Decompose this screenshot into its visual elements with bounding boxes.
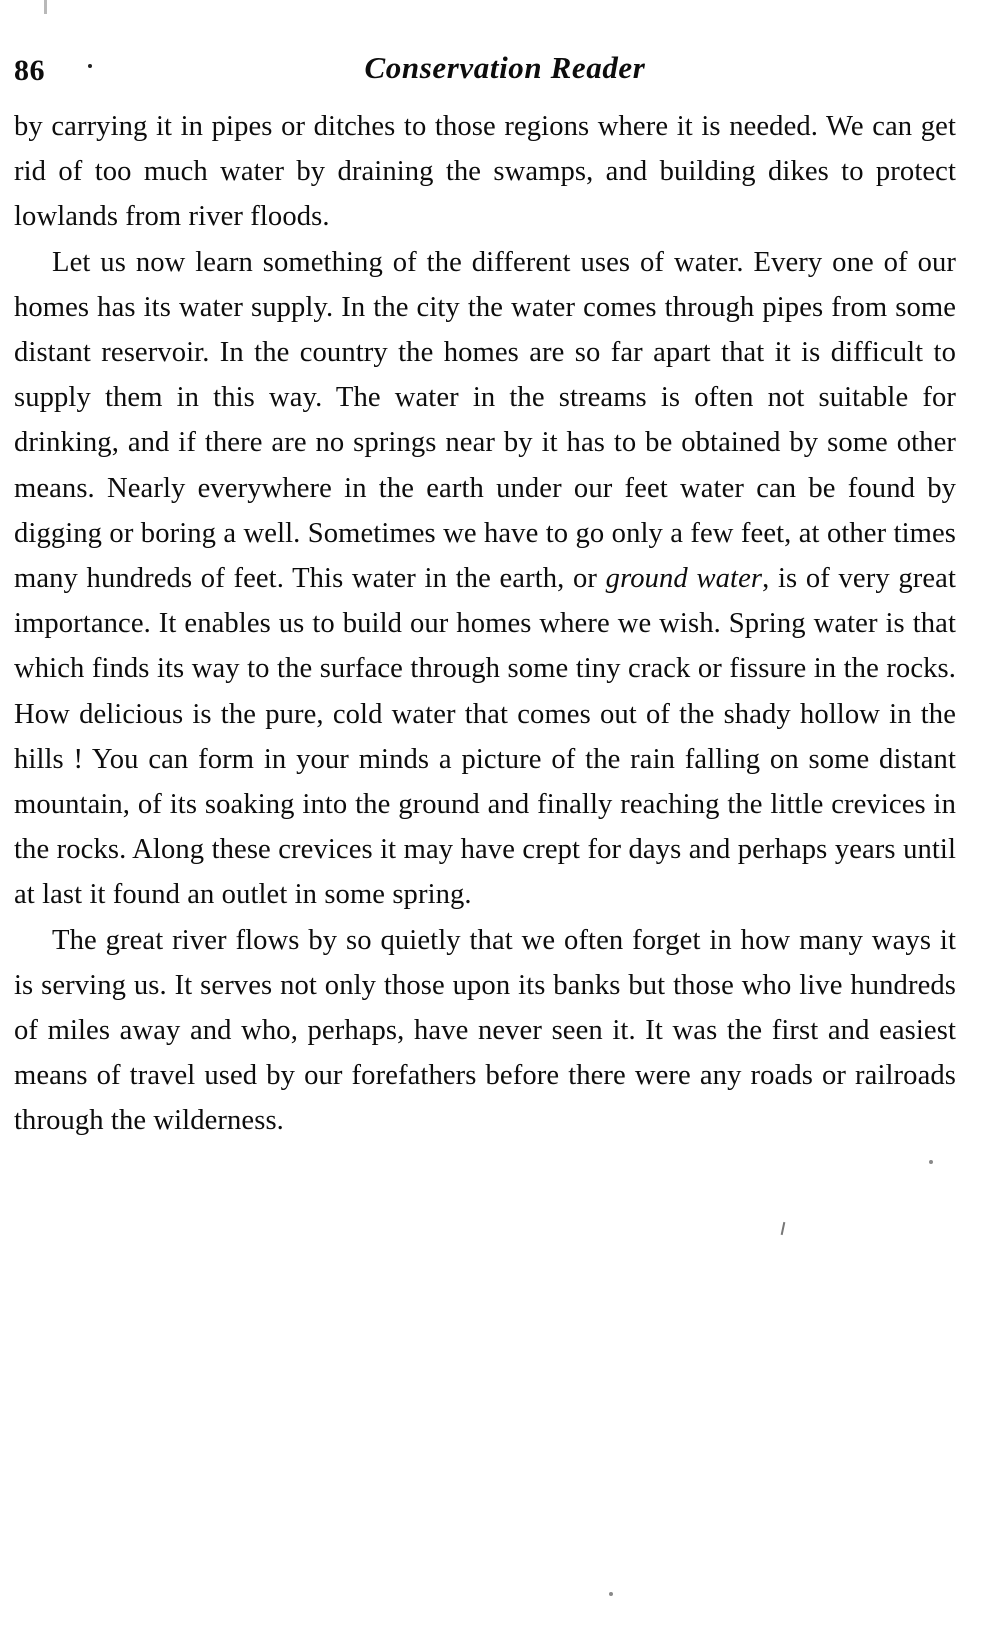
page-number: 86 [14,54,45,87]
scan-artifact-dot-bottom [609,1592,613,1596]
page-body-text [14,104,956,1144]
paragraph-2 [14,240,956,918]
paragraph-2-part-2: , is of very great importance. It enables us to build our homes where we wish. Spring water is that which finds its way to the surface through some tiny crack or fissure in the rocks. How delicious is the pure, cold water that comes out of the shady hollow in the hills ! You can form in your minds a picture of the rain falling on some distant mountain, of its soaking into the ground and finally reaching the little crevices in the rocks. Along these crevices it may have crept for days and perhaps years until at last it found an outlet in some spring. [14,563,957,911]
paragraph-2-part-1: Let us now learn something of the different uses of water. Every one of our homes has its water supply. In the city the water comes through pipes from some distant reservoir. In the country the homes are so far apart that it is difficult to supply them in this way. The water in the streams is often not suitable for drinking, and if there are no springs near by it has to be obtained by some other means. Nearly everywhere in the earth under our feet water can be found by digging or boring a well. Sometimes we have to go only a few feet, at other times many hundreds of feet. This water in the earth, or [14,246,956,595]
paragraph-1: by carrying it in pipes or ditches to those regions where it is needed. We can get rid of too much water by draining the swamps, and building dikes to protect lowlands from river floods. [14,111,956,233]
scan-artifact-top [44,0,47,14]
scan-artifact-tick [781,1222,786,1235]
running-head-title: Conservation Reader [364,50,646,85]
page-header [0,26,1000,87]
scan-artifact-dot-right [929,1160,933,1164]
term-ground-water: ground water [605,563,763,595]
paragraph-3: The great river flows by so quietly that we often forget in how many ways it is serving us. It serves not only those upon its banks but those who live hundreds of miles away and who, perhaps, have never seen it. It was the first and easiest means of travel used by our forefathers before there were any roads or railroads through the wilderness. [14,924,956,1137]
